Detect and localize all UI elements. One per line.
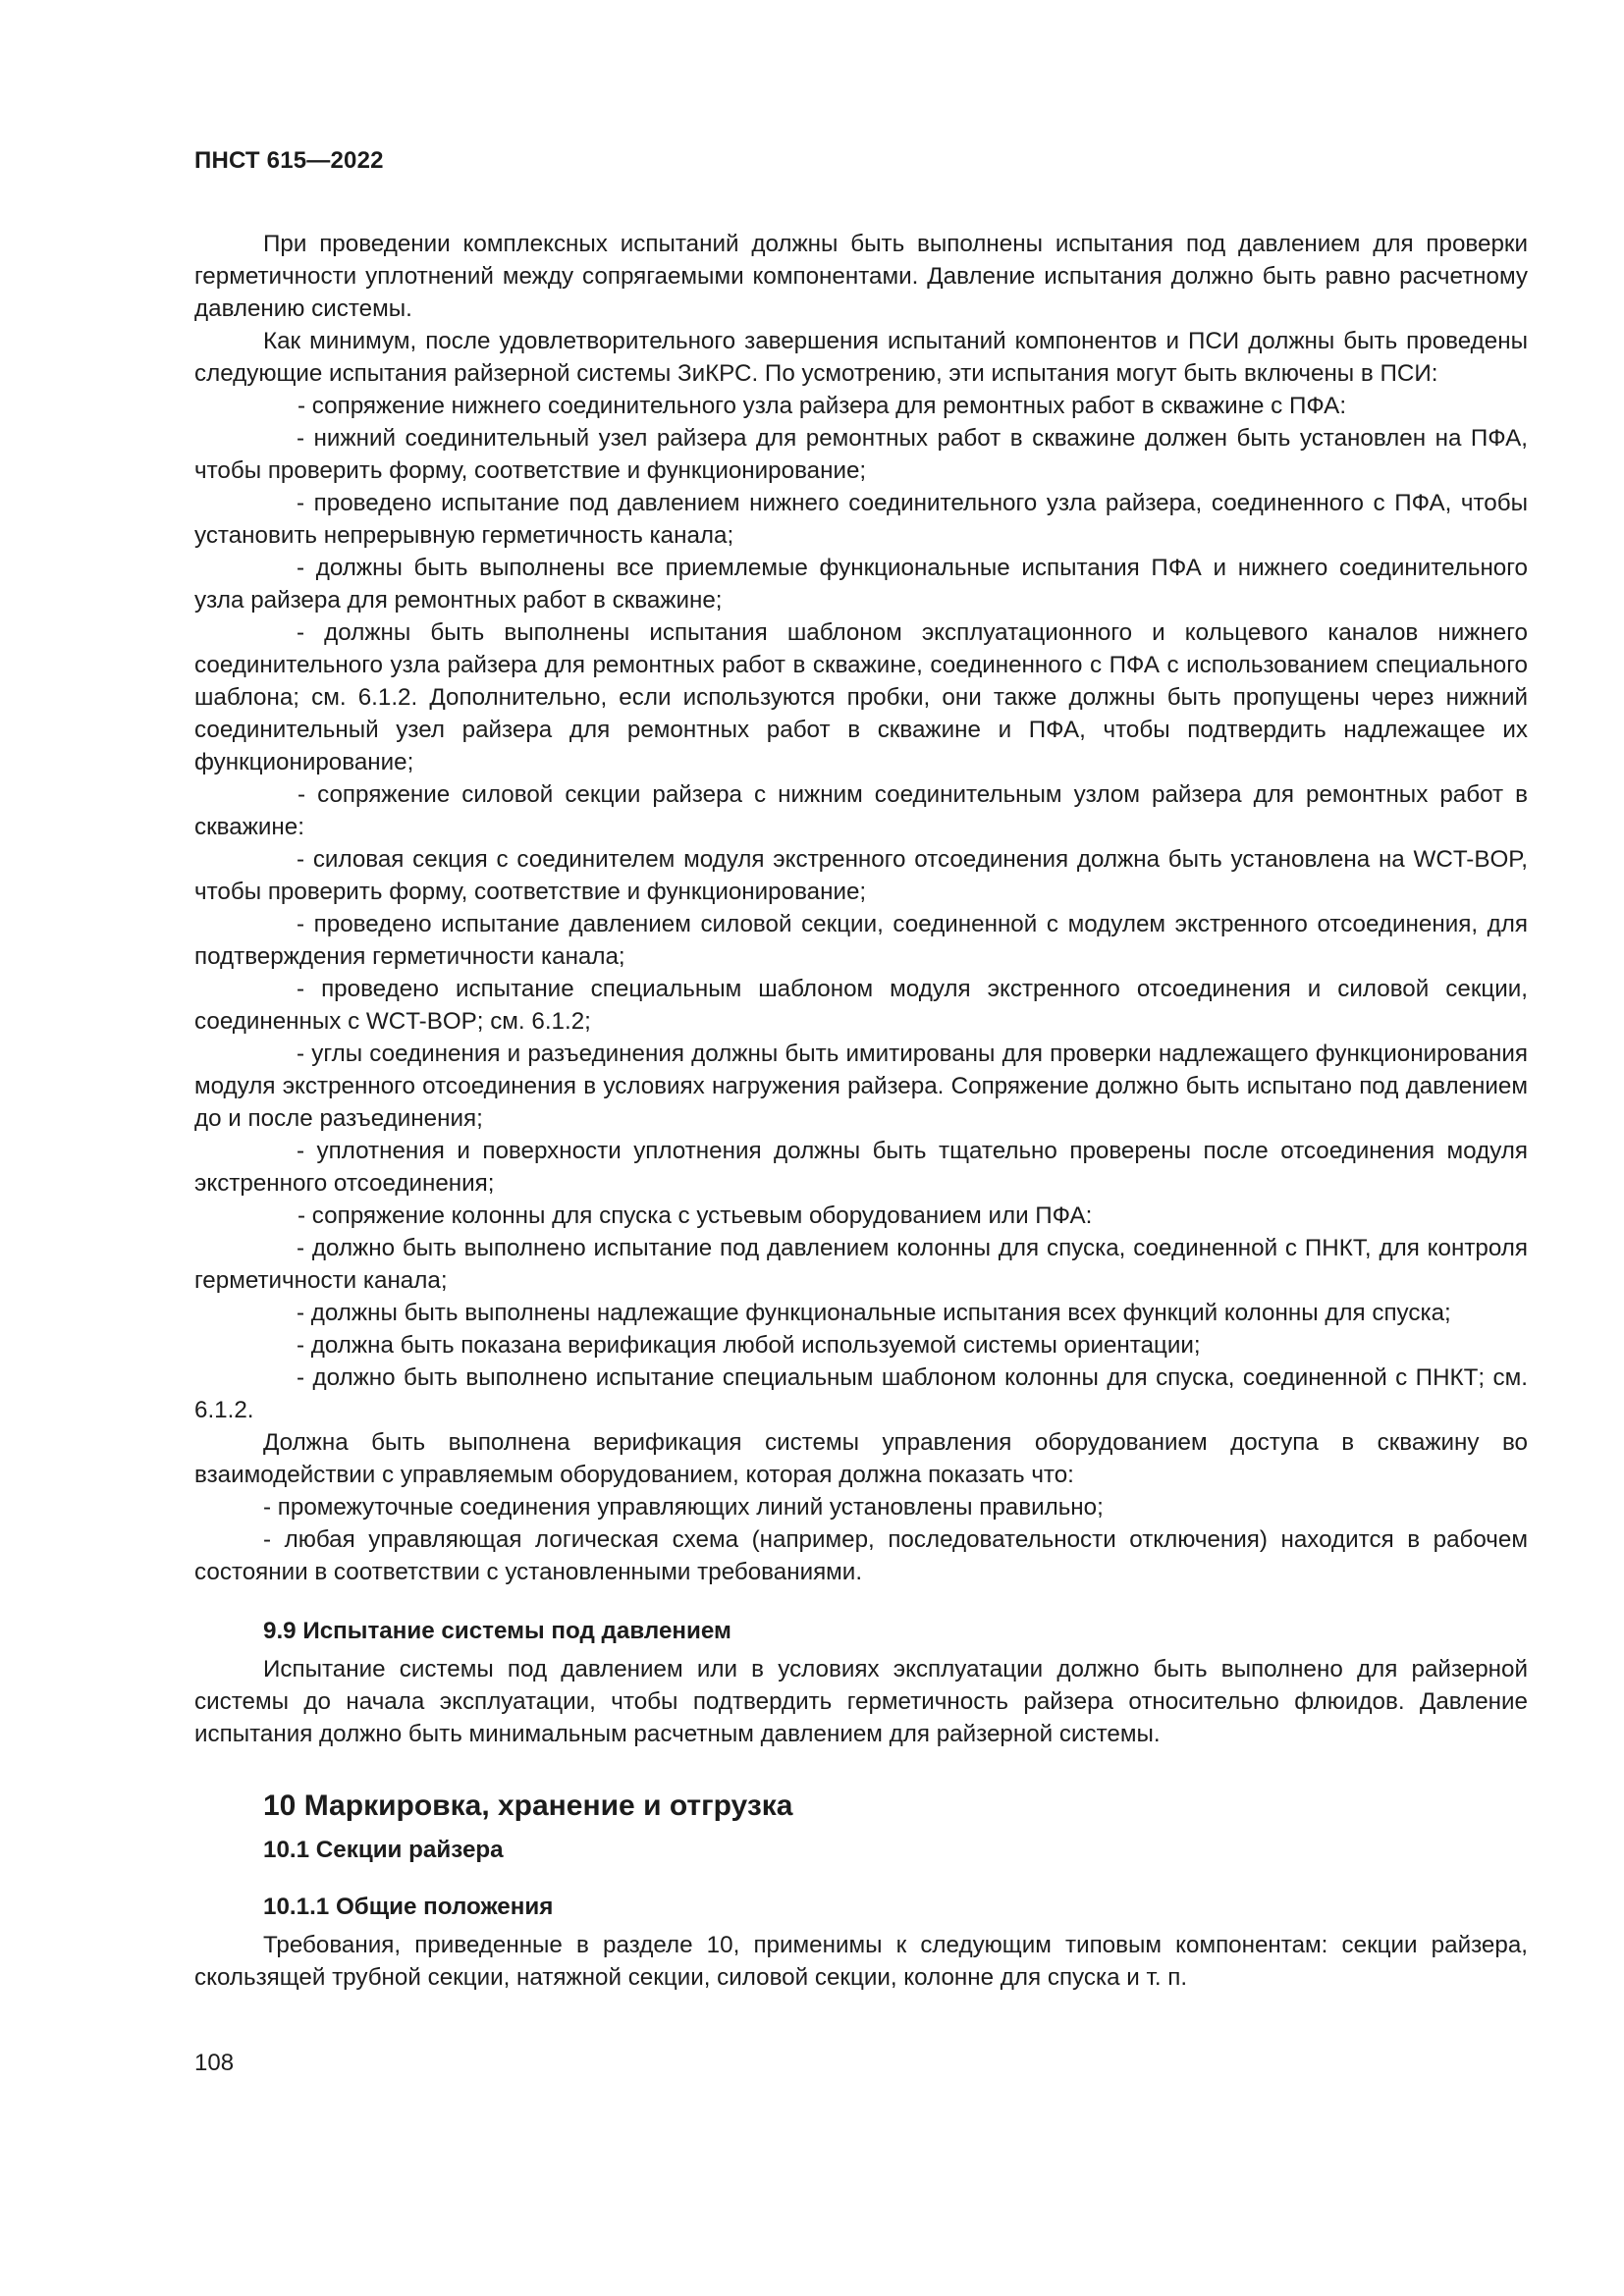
document-page xyxy=(194,147,1528,1994)
list-item: - сопряжение колонны для спуска с устьевым оборудованием или ПФА: xyxy=(298,1202,1093,1229)
paragraph: Должна быть выполнена верификация системы управления оборудованием доступа в скважину во взаимодействии с управляемым оборудованием, которая должна показать что: xyxy=(194,1429,1528,1488)
list-item: - должны быть выполнены надлежащие функциональные испытания всех функций колонны для спуска; xyxy=(297,1300,1451,1326)
section-heading-10-1: 10.1 Секции райзера xyxy=(263,1837,504,1863)
paragraph: При проведении комплексных испытаний должны быть выполнены испытания под давлением для проверки герметичности уплотнений между сопрягаемыми компонентами. Давление испытания должно быть равно расчетному давлению системы. xyxy=(194,231,1528,322)
list-item: - сопряжение силовой секции райзера с нижним соединительным узлом райзера для ремонтных работ в скважине: xyxy=(194,781,1528,840)
section-heading-9-9: 9.9 Испытание системы под давлением xyxy=(263,1618,731,1644)
list-item: - любая управляющая логическая схема (например, последовательности отключения) находится в рабочем состоянии в соответствии с установленными требованиями. xyxy=(194,1526,1528,1585)
list-item: - должны быть выполнены испытания шаблоном эксплуатационного и кольцевого каналов нижнего соединительного узла райзера для ремонтных работ в скважине, соединенного с ПФА с использованием специального шаблона; см. 6.1.2. Дополнительно, если используются пробки, они также должны быть пропущены через нижний соединительный узел райзера для ремонтных работ в скважине и ПФА, чтобы подтвердить надлежащее их функционирование; xyxy=(194,619,1528,775)
list-item: - должны быть выполнены все приемлемые функциональные испытания ПФА и нижнего соединительного узла райзера для ремонтных работ в скважине; xyxy=(194,555,1528,614)
list-item: - промежуточные соединения управляющих линий установлены правильно; xyxy=(263,1494,1104,1521)
paragraph: Испытание системы под давлением или в условиях эксплуатации должно быть выполнено для райзерной системы до начала эксплуатации, чтобы подтвердить герметичность райзера относительно флюидов. Давление испытания должно быть минимальным расчетным давлением для райзерной системы. xyxy=(194,1656,1528,1747)
list-item: - проведено испытание под давлением нижнего соединительного узла райзера, соединенного с ПФА, чтобы установить непрерывную герметичность канала; xyxy=(194,490,1528,549)
list-item: - проведено испытание специальным шаблоном модуля экстренного отсоединения и силовой секции, соединенных с WCT-BOP; см. 6.1.2; xyxy=(194,976,1528,1035)
list-item: - должна быть показана верификация любой используемой системы ориентации; xyxy=(297,1332,1201,1359)
list-item: - нижний соединительный узел райзера для ремонтных работ в скважине должен быть установлен на ПФА, чтобы проверить форму, соответствие и функционирование; xyxy=(194,425,1528,484)
list-item: - углы соединения и разъединения должны быть имитированы для проверки надлежащего функционирования модуля экстренного отсоединения в условиях нагружения райзера. Сопряжение должно быть испытано под давлением до и после разъединения; xyxy=(194,1041,1528,1132)
paragraph: Как минимум, после удовлетворительного завершения испытаний компонентов и ПСИ должны быть проведены следующие испытания райзерной системы ЗиКРС. По усмотрению, эти испытания могут быть включены в ПСИ: xyxy=(194,328,1528,387)
section-heading-10: 10 Маркировка, хранение и отгрузка xyxy=(263,1789,793,1822)
intro-block xyxy=(194,228,1528,1588)
section-heading-10-1-1: 10.1.1 Общие положения xyxy=(263,1894,554,1920)
list-item: - уплотнения и поверхности уплотнения должны быть тщательно проверены после отсоединения модуля экстренного отсоединения; xyxy=(194,1138,1528,1197)
list-item: - должно быть выполнено испытание специальным шаблоном колонны для спуска, соединенной с ПНКТ; см. 6.1.2. xyxy=(194,1364,1528,1423)
running-header: ПНСТ 615—2022 xyxy=(194,147,384,174)
paragraph: Требования, приведенные в разделе 10, применимы к следующим типовым компонентам: секции райзера, скользящей трубной секции, натяжной секции, силовой секции, колонне для спуска и т. п. xyxy=(194,1932,1528,1991)
list-item: - проведено испытание давлением силовой секции, соединенной с модулем экстренного отсоединения, для подтверждения герметичности канала; xyxy=(194,911,1528,970)
list-item: - силовая секция с соединителем модуля экстренного отсоединения должна быть установлена на WCT-BOP, чтобы проверить форму, соответствие и функционирование; xyxy=(194,846,1528,905)
list-item: - сопряжение нижнего соединительного узла райзера для ремонтных работ в скважине с ПФА: xyxy=(298,393,1347,419)
list-item: - должно быть выполнено испытание под давлением колонны для спуска, соединенной с ПНКТ, для контроля герметичности канала; xyxy=(194,1235,1528,1294)
page-number: 108 xyxy=(194,2050,235,2076)
